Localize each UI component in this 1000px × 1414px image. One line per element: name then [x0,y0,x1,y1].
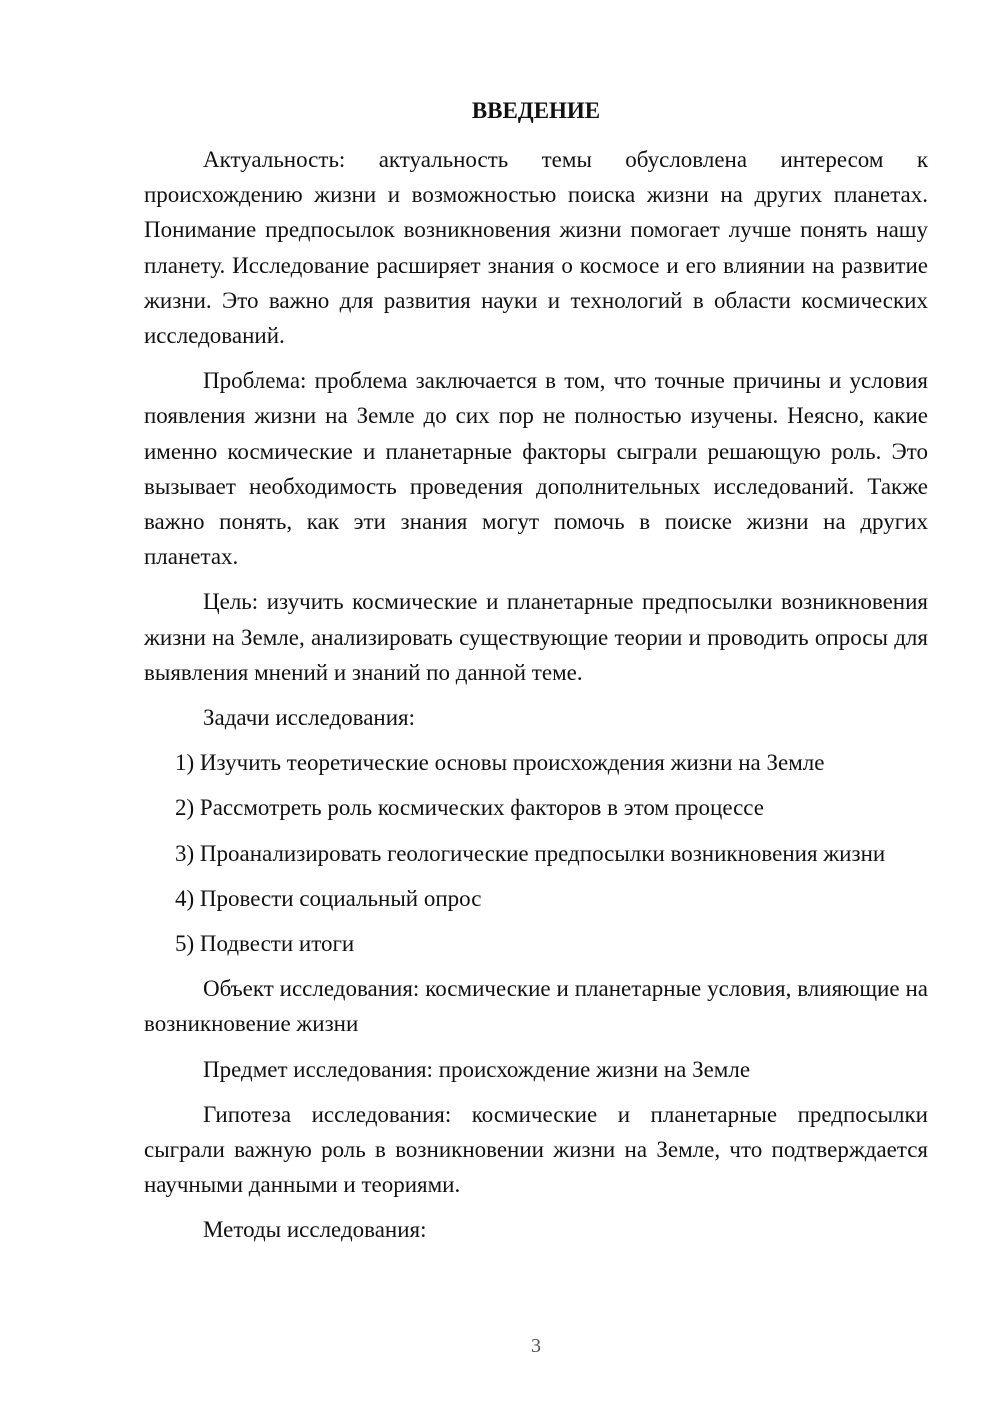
paragraph-problem: Проблема: проблема заключается в том, что точные причины и условия появления жизни на Земле до сих пор не полностью изучены. Неясно, какие именно космические и планетарные факторы сыграли решающую роль. Это вызывает необходимость проведения дополнительных исследований. Также важно понять, как эти знания могут помочь в поиске жизни на других планетах. [144,368,928,570]
task-item-5: 5) Подвести итоги [175,931,355,957]
paragraph-hypothesis: Гипотеза исследования: космические и планетарные предпосылки сыграли важную роль в возникновении жизни на Земле, что подтверждается научными данными и теориями. [144,1101,928,1198]
paragraph-goal: Цель: изучить космические и планетарные предпосылки возникновения жизни на Земле, анализировать существующие теории и проводить опросы для выявления мнений и знаний по данной теме. [144,589,928,685]
page-title: ВВЕДЕНИЕ [471,98,601,123]
methods-heading: Методы исследования: [203,1217,427,1243]
task-item-3: 3) Проанализировать геологические предпосылки возникновения жизни [175,840,886,866]
task-item-1: 1) Изучить теоретические основы происхождения жизни на Земле [175,750,825,776]
task-item-4: 4) Провести социальный опрос [175,885,482,911]
paragraph-object: Объект исследования: космические и планетарные условия, влияющие на возникновение жизни [144,976,928,1037]
document-body [144,142,928,1258]
page-number: 3 [531,1335,541,1357]
paragraph-subject: Предмет исследования: происхождение жизни на Земле [203,1056,751,1082]
tasks-heading: Задачи исследования: [203,705,416,731]
paragraph-relevance: Актуальность: актуальность темы обусловлена интересом к происхождению жизни и возможностью поиска жизни на других планетах. Понимание предпосылок возникновения жизни помогает лучше понять нашу планету. Исследование расширяет знания о космосе и его влиянии на развитие жизни. Это важно для развития науки и технологий в области космических исследований. [144,147,928,349]
task-item-2: 2) Рассмотреть роль космических факторов в этом процессе [175,795,765,821]
